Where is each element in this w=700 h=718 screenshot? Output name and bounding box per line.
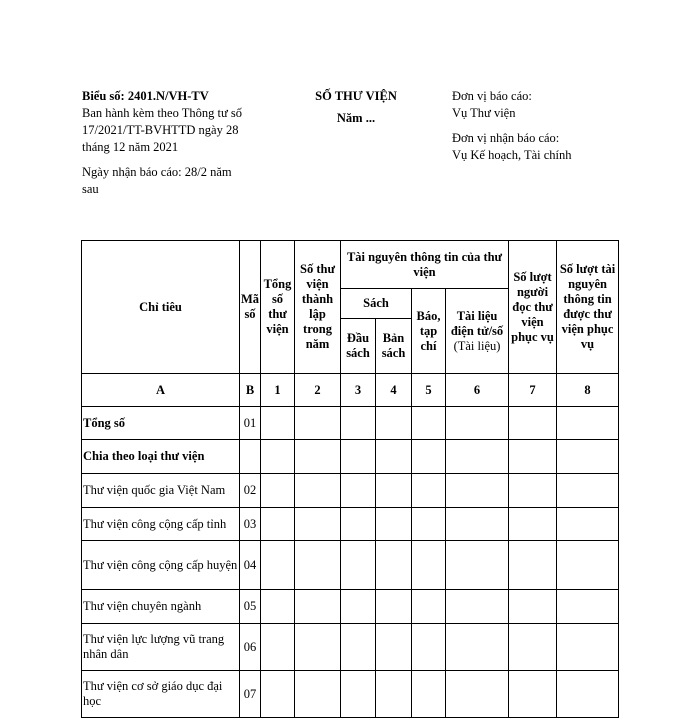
data-cell[interactable]: [295, 440, 341, 474]
data-cell[interactable]: [509, 671, 557, 718]
form-info: [82, 88, 262, 198]
table-row: [82, 624, 619, 671]
data-cell[interactable]: [557, 590, 619, 624]
data-cell[interactable]: [376, 440, 412, 474]
data-cell[interactable]: [509, 474, 557, 508]
data-cell[interactable]: [295, 624, 341, 671]
issued-by-line: tháng 12 năm 2021: [82, 140, 179, 154]
report-title-block: [296, 88, 416, 127]
data-cell[interactable]: [261, 407, 295, 440]
table-row: [82, 508, 619, 541]
table-row: [82, 407, 619, 440]
data-cell[interactable]: [509, 590, 557, 624]
index-cell: A: [82, 374, 240, 407]
data-cell[interactable]: [412, 624, 446, 671]
data-cell[interactable]: [261, 440, 295, 474]
data-cell[interactable]: [446, 508, 509, 541]
data-cell[interactable]: [376, 541, 412, 590]
table-row: [82, 440, 619, 474]
data-cell[interactable]: [557, 624, 619, 671]
col-newspapers: Báo, tạp chí: [412, 289, 446, 374]
index-row: [82, 374, 619, 407]
form-number: Biểu số: 2401.N/VH-TV: [82, 89, 209, 103]
row-code: [240, 440, 261, 474]
row-code: 01: [240, 407, 261, 440]
data-cell[interactable]: [557, 508, 619, 541]
data-cell[interactable]: [557, 440, 619, 474]
row-code: 04: [240, 541, 261, 590]
index-cell: 7: [509, 374, 557, 407]
index-cell: 4: [376, 374, 412, 407]
data-cell[interactable]: [446, 624, 509, 671]
col-established: Số thư viện thành lập trong năm: [295, 241, 341, 374]
row-code: 03: [240, 508, 261, 541]
table-row: [82, 541, 619, 590]
data-cell[interactable]: [295, 407, 341, 440]
receiving-unit-label: Đơn vị nhận báo cáo:: [452, 131, 560, 145]
data-cell[interactable]: [341, 541, 376, 590]
issued-by-line: 17/2021/TT-BVHTTD ngày 28: [82, 123, 239, 137]
data-cell[interactable]: [341, 624, 376, 671]
row-label: Chia theo loại thư viện: [82, 440, 240, 474]
table-row: [82, 590, 619, 624]
data-cell[interactable]: [261, 541, 295, 590]
data-cell[interactable]: [412, 590, 446, 624]
data-cell[interactable]: [557, 474, 619, 508]
data-cell[interactable]: [261, 624, 295, 671]
col-electronic-label: Tài liệu điện tử/số: [450, 308, 504, 338]
data-cell[interactable]: [557, 407, 619, 440]
units-block: [452, 88, 652, 164]
row-code: 07: [240, 671, 261, 718]
col-resources-served: Số lượt tài nguyên thông tin được thư viện phục vụ: [557, 241, 619, 374]
data-cell[interactable]: [261, 671, 295, 718]
data-cell[interactable]: [376, 590, 412, 624]
data-cell[interactable]: [376, 624, 412, 671]
data-cell[interactable]: [509, 541, 557, 590]
index-cell: 5: [412, 374, 446, 407]
col-code: Mã số: [240, 241, 261, 374]
col-readers: Số lượt người đọc thư viện phục vụ: [509, 241, 557, 374]
data-cell[interactable]: [341, 440, 376, 474]
col-electronic: [446, 289, 509, 374]
data-cell[interactable]: [376, 671, 412, 718]
data-cell[interactable]: [446, 671, 509, 718]
data-cell[interactable]: [557, 541, 619, 590]
data-cell[interactable]: [446, 407, 509, 440]
col-book-copies: Bản sách: [376, 319, 412, 374]
report-title: SỐ THƯ VIỆN: [315, 89, 397, 103]
data-cell[interactable]: [509, 508, 557, 541]
row-label: Thư viện công cộng cấp huyện: [82, 541, 240, 590]
data-cell[interactable]: [412, 474, 446, 508]
col-resources: Tài nguyên thông tin của thư viện: [341, 241, 509, 289]
row-label: Thư viện lực lượng vũ trang nhân dân: [82, 624, 240, 671]
row-code: 05: [240, 590, 261, 624]
report-table: [81, 240, 619, 718]
data-cell[interactable]: [412, 440, 446, 474]
reporting-unit-label: Đơn vị báo cáo:: [452, 89, 532, 103]
row-code: 02: [240, 474, 261, 508]
issued-by-line: Ban hành kèm theo Thông tư số: [82, 106, 242, 120]
col-book-titles: Đầu sách: [341, 319, 376, 374]
report-year: Năm ...: [336, 111, 376, 125]
row-code: 06: [240, 624, 261, 671]
data-cell[interactable]: [509, 440, 557, 474]
data-cell[interactable]: [261, 508, 295, 541]
row-label: Thư viện quốc gia Việt Nam: [82, 474, 240, 508]
index-cell: 1: [261, 374, 295, 407]
index-cell: 2: [295, 374, 341, 407]
data-cell[interactable]: [341, 590, 376, 624]
data-cell[interactable]: [446, 440, 509, 474]
data-cell[interactable]: [412, 671, 446, 718]
data-cell[interactable]: [376, 474, 412, 508]
data-cell[interactable]: [509, 624, 557, 671]
data-cell[interactable]: [376, 407, 412, 440]
data-cell[interactable]: [341, 508, 376, 541]
data-cell[interactable]: [412, 508, 446, 541]
receive-date-line: Ngày nhận báo cáo: 28/2 năm: [82, 165, 232, 179]
index-cell: 3: [341, 374, 376, 407]
data-cell[interactable]: [446, 474, 509, 508]
row-label: Thư viện cơ sở giáo dục đại học: [82, 671, 240, 718]
row-label: Tổng số: [82, 407, 240, 440]
data-cell[interactable]: [295, 590, 341, 624]
reporting-unit: Vụ Thư viện: [452, 106, 516, 120]
data-cell[interactable]: [341, 671, 376, 718]
data-cell[interactable]: [341, 474, 376, 508]
data-cell[interactable]: [341, 407, 376, 440]
data-cell[interactable]: [412, 541, 446, 590]
data-cell[interactable]: [446, 541, 509, 590]
row-label: Thư viện công cộng cấp tỉnh: [82, 508, 240, 541]
receive-date-line: sau: [82, 182, 99, 196]
data-cell[interactable]: [295, 541, 341, 590]
index-cell: B: [240, 374, 261, 407]
data-cell[interactable]: [295, 474, 341, 508]
data-cell[interactable]: [446, 590, 509, 624]
data-cell[interactable]: [557, 671, 619, 718]
data-cell[interactable]: [261, 474, 295, 508]
col-electronic-unit: (Tài liệu): [453, 338, 501, 353]
col-books: Sách: [341, 289, 412, 319]
row-label: Thư viện chuyên ngành: [82, 590, 240, 624]
index-cell: 8: [557, 374, 619, 407]
col-indicator: Chỉ tiêu: [82, 241, 240, 374]
data-cell[interactable]: [295, 671, 341, 718]
index-cell: 6: [446, 374, 509, 407]
data-cell[interactable]: [295, 508, 341, 541]
data-cell[interactable]: [412, 407, 446, 440]
table-row: [82, 671, 619, 718]
receiving-unit: Vụ Kế hoạch, Tài chính: [452, 148, 572, 162]
col-total-libraries: Tổng số thư viện: [261, 241, 295, 374]
data-cell[interactable]: [261, 590, 295, 624]
table-row: [82, 474, 619, 508]
data-cell[interactable]: [376, 508, 412, 541]
data-cell[interactable]: [509, 407, 557, 440]
